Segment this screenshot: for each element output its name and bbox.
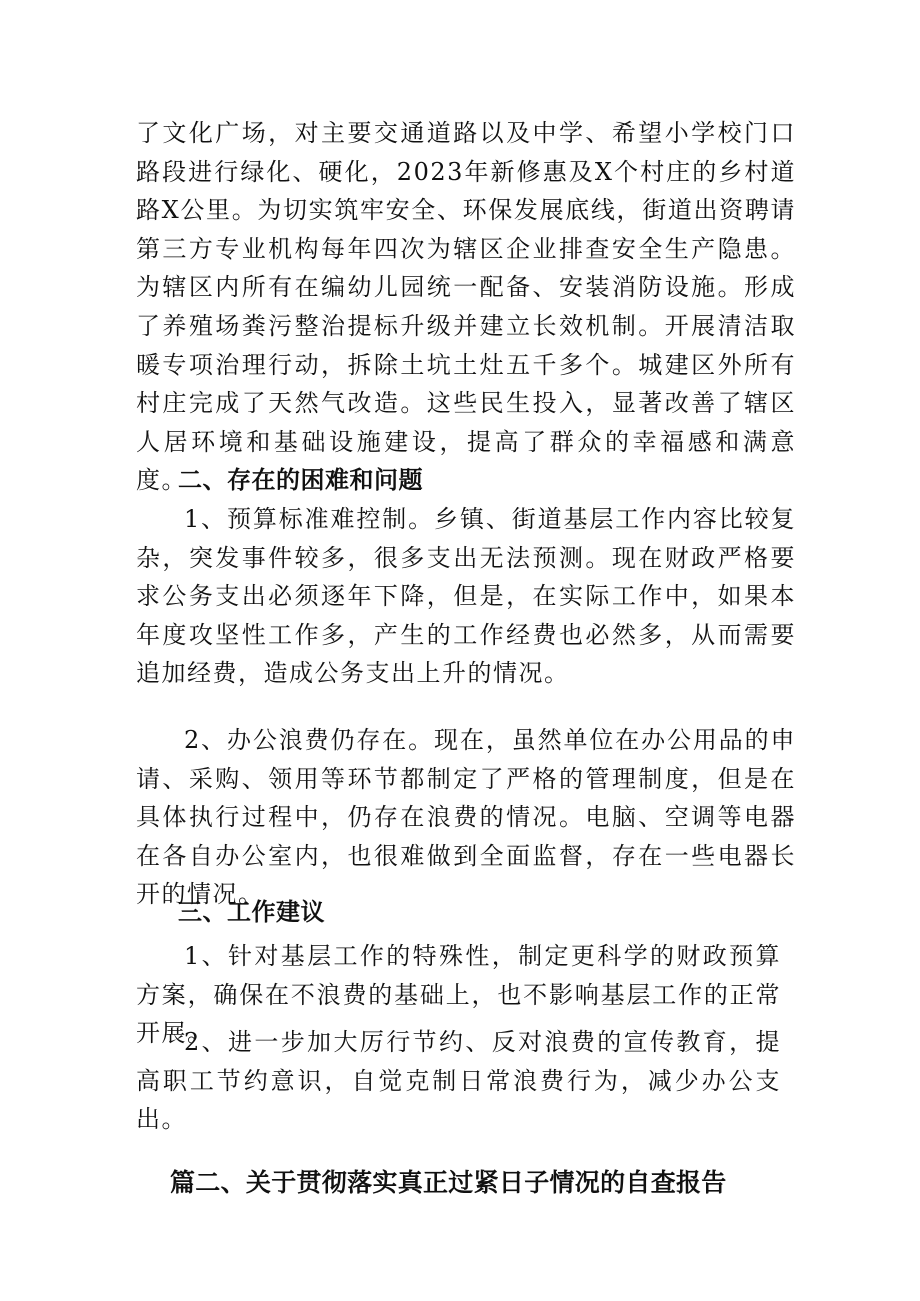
- section-heading-suggestions: 三、工作建议: [178, 898, 325, 926]
- suggestion-budget-paragraph: 1、针对基层工作的特殊性，制定更科学的财政预算方案，确保在不浪费的基础上，也不影响基层工作的正常开展。: [136, 942, 781, 1048]
- section-heading-difficulties: 二、存在的困难和问题: [178, 466, 423, 494]
- next-article-title: 篇二、关于贯彻落实真正过紧日子情况的自查报告: [170, 1168, 727, 1197]
- problem-budget-paragraph: 1、预算标准难控制。乡镇、街道基层工作内容比较复杂，突发事件较多，很多支出无法预测。现在财政严格要求公务支出必须逐年下降，但是，在实际工作中，如果本年度攻坚性工作多，产生的工作经费也必然多，从而需要追加经费，造成公务支出上升的情况。: [136, 505, 796, 688]
- intro-paragraph: 了文化广场，对主要交通道路以及中学、希望小学校门口路段进行绿化、硬化，2023年新修惠及X个村庄的乡村道路X公里。为切实筑牢安全、环保发展底线，街道出资聘请第三方专业机构每年四次为辖区企业排查安全生产隐患。为辖区内所有在编幼儿园统一配备、安装消防设施。形成了养殖场粪污整治提标升级并建立长效机制。开展清洁取暖专项治理行动，拆除土坑土灶五千多个。城建区外所有村庄完成了天然气改造。这些民生投入，显著改善了辖区人居环境和基础设施建设，提高了群众的幸福感和满意度。: [136, 119, 796, 495]
- problem-waste-paragraph: 2、办公浪费仍存在。现在，虽然单位在办公用品的申请、采购、领用等环节都制定了严格的管理制度，但是在具体执行过程中，仍存在浪费的情况。电脑、空调等电器在各自办公室内，也很难做到全面监督，存在一些电器长开的情况。: [136, 726, 796, 909]
- suggestion-education-paragraph: 2、进一步加大厉行节约、反对浪费的宣传教育，提高职工节约意识，自觉克制日常浪费行为，减少办公支出。: [136, 1028, 781, 1134]
